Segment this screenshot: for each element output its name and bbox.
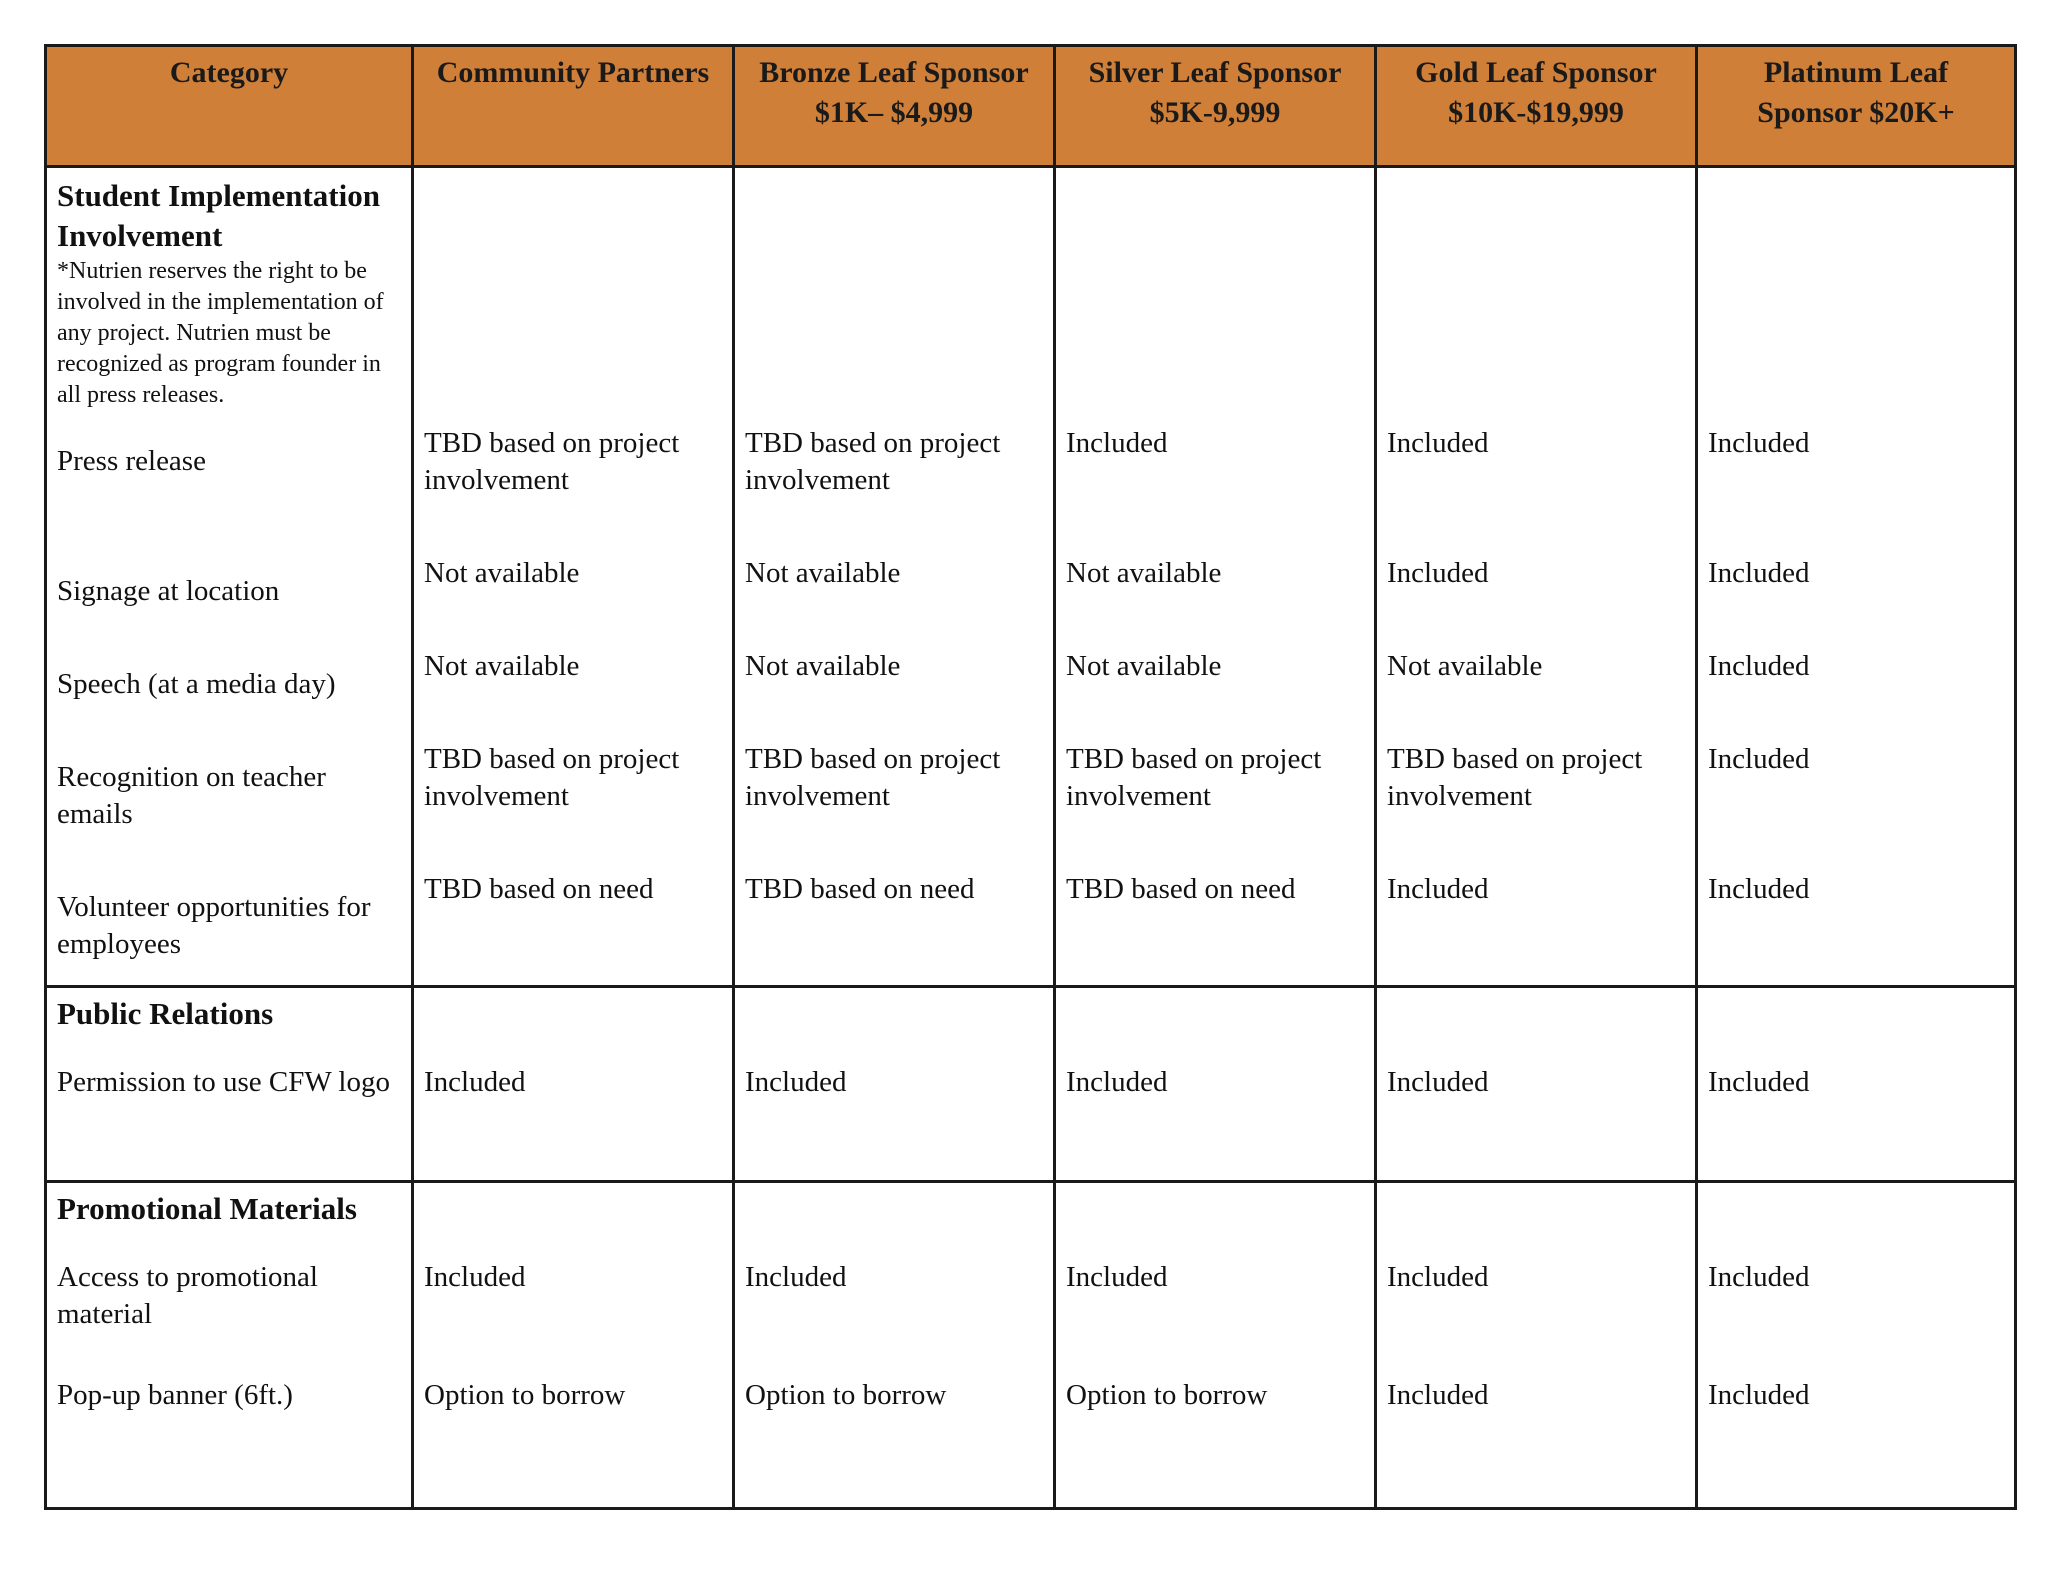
value-cell [734, 648, 1055, 741]
header-label: Bronze Leaf Sponsor $1K– $4,999 [759, 56, 1029, 129]
value-cell [1376, 741, 1697, 871]
value-cell [413, 555, 734, 648]
section-title-cell [46, 167, 413, 426]
header-row [46, 46, 2016, 167]
value-cell [1376, 1251, 1697, 1371]
header-label: Community Partners [436, 56, 710, 89]
header-platinum [1697, 46, 2016, 167]
value-cell [1697, 1251, 2016, 1371]
row-label-cell [46, 871, 413, 987]
header-silver [1055, 46, 1376, 167]
cell-value: Included [1066, 427, 1168, 459]
value-cell [1697, 741, 2016, 871]
value-cell [1697, 648, 2016, 741]
cell-value: Included [1708, 557, 1810, 589]
cell-value: Included [424, 1261, 526, 1293]
cell-value: Included [1066, 1066, 1168, 1098]
row-label-cell [46, 1371, 413, 1509]
table-row [46, 1056, 2016, 1182]
section-student-implementation [46, 167, 2016, 987]
value-cell [1055, 741, 1376, 871]
table-row [46, 741, 2016, 871]
section-title-cell [46, 987, 413, 1057]
value-cell [734, 1251, 1055, 1371]
empty-cell [1055, 987, 1376, 1057]
value-cell [413, 871, 734, 987]
cell-value: Included [1387, 1379, 1489, 1411]
empty-cell [413, 167, 734, 426]
row-label-cell [46, 555, 413, 648]
value-cell [1697, 871, 2016, 987]
value-cell [734, 741, 1055, 871]
value-cell [1055, 1371, 1376, 1509]
cell-value: Included [1708, 873, 1810, 905]
row-label: Volunteer opportunities for employees [57, 891, 371, 960]
value-cell [413, 1371, 734, 1509]
empty-cell [734, 167, 1055, 426]
value-cell [734, 555, 1055, 648]
value-cell [413, 1056, 734, 1182]
row-label: Signage at location [57, 575, 280, 607]
cell-value: Included [1708, 743, 1810, 775]
cell-value: TBD based on project involvement [745, 743, 1001, 812]
value-cell [734, 425, 1055, 555]
row-label-cell [46, 1056, 413, 1182]
value-cell [1697, 1056, 2016, 1182]
row-label-cell [46, 741, 413, 871]
cell-value: Not available [1387, 650, 1543, 682]
empty-cell [1697, 167, 2016, 426]
cell-value: TBD based on project involvement [424, 427, 680, 496]
cell-value: Included [1708, 650, 1810, 682]
cell-value: Included [745, 1066, 847, 1098]
sponsorship-table [44, 44, 2017, 1510]
section-header-row [46, 167, 2016, 426]
cell-value: Not available [745, 650, 901, 682]
empty-cell [1697, 1182, 2016, 1252]
cell-value: Not available [424, 557, 580, 589]
row-label: Pop-up banner (6ft.) [57, 1379, 293, 1411]
cell-value: TBD based on project involvement [1387, 743, 1643, 812]
empty-cell [734, 1182, 1055, 1252]
cell-value: Included [1387, 1066, 1489, 1098]
header-bronze [734, 46, 1055, 167]
cell-value: Included [1708, 1379, 1810, 1411]
section-header-row [46, 1182, 2016, 1252]
row-label-cell [46, 648, 413, 741]
empty-cell [1055, 167, 1376, 426]
value-cell [1376, 555, 1697, 648]
row-label: Access to promotional material [57, 1261, 318, 1330]
cell-value: Included [1387, 873, 1489, 905]
row-label: Permission to use CFW logo [57, 1066, 390, 1098]
cell-value: Included [1708, 1261, 1810, 1293]
cell-value: TBD based on need [1066, 873, 1296, 905]
value-cell [1376, 1056, 1697, 1182]
header-category [46, 46, 413, 167]
header-gold [1376, 46, 1697, 167]
cell-value: Included [424, 1066, 526, 1098]
row-label-cell [46, 425, 413, 555]
section-header-row [46, 987, 2016, 1057]
value-cell [1697, 555, 2016, 648]
cell-value: Not available [1066, 650, 1222, 682]
row-label-cell [46, 1251, 413, 1371]
section-promotional-materials [46, 1182, 2016, 1509]
value-cell [1055, 555, 1376, 648]
value-cell [734, 1371, 1055, 1509]
row-label: Recognition on teacher emails [57, 761, 326, 830]
cell-value: Included [745, 1261, 847, 1293]
section-title: Promotional Materials [57, 1191, 357, 1226]
cell-value: Not available [745, 557, 901, 589]
cell-value: Not available [424, 650, 580, 682]
value-cell [1055, 1056, 1376, 1182]
value-cell [734, 1056, 1055, 1182]
cell-value: Not available [1066, 557, 1222, 589]
empty-cell [734, 987, 1055, 1057]
table-row [46, 425, 2016, 555]
cell-value: Included [1708, 427, 1810, 459]
value-cell [1376, 425, 1697, 555]
header-label: Platinum Leaf Sponsor $20K+ [1757, 56, 1955, 129]
section-title-cell [46, 1182, 413, 1252]
value-cell [1055, 425, 1376, 555]
cell-value: Included [1708, 1066, 1810, 1098]
header-label: Gold Leaf Sponsor $10K-$19,999 [1415, 56, 1657, 129]
cell-value: TBD based on need [745, 873, 975, 905]
value-cell [413, 1251, 734, 1371]
table-row [46, 1371, 2016, 1509]
cell-value: Option to borrow [745, 1379, 947, 1411]
row-label: Speech (at a media day) [57, 668, 336, 700]
cell-value: Included [1387, 1261, 1489, 1293]
cell-value: TBD based on need [424, 873, 654, 905]
value-cell [1055, 871, 1376, 987]
empty-cell [413, 987, 734, 1057]
row-label: Press release [57, 445, 206, 477]
cell-value: Included [1066, 1261, 1168, 1293]
value-cell [413, 648, 734, 741]
value-cell [734, 871, 1055, 987]
table-row [46, 871, 2016, 987]
table-row [46, 555, 2016, 648]
value-cell [1055, 648, 1376, 741]
value-cell [1376, 648, 1697, 741]
cell-value: TBD based on project involvement [1066, 743, 1322, 812]
header-community-partners [413, 46, 734, 167]
section-note: *Nutrien reserves the right to be involved in the implementation of any project. Nutrien must be recognized as program founder in all press releases. [57, 258, 384, 408]
section-public-relations [46, 987, 2016, 1182]
cell-value: Included [1387, 427, 1489, 459]
cell-value: Option to borrow [424, 1379, 626, 1411]
cell-value: Included [1387, 557, 1489, 589]
table-row [46, 1251, 2016, 1371]
value-cell [1697, 425, 2016, 555]
header-label: Category [169, 56, 289, 89]
empty-cell [413, 1182, 734, 1252]
value-cell [1055, 1251, 1376, 1371]
cell-value: TBD based on project involvement [424, 743, 680, 812]
value-cell [1376, 871, 1697, 987]
cell-value: TBD based on project involvement [745, 427, 1001, 496]
empty-cell [1055, 1182, 1376, 1252]
empty-cell [1376, 1182, 1697, 1252]
cell-value: Option to borrow [1066, 1379, 1268, 1411]
table-row [46, 648, 2016, 741]
value-cell [1376, 1371, 1697, 1509]
value-cell [413, 425, 734, 555]
empty-cell [1376, 987, 1697, 1057]
value-cell [413, 741, 734, 871]
value-cell [1697, 1371, 2016, 1509]
table-header [46, 46, 2016, 167]
empty-cell [1376, 167, 1697, 426]
empty-cell [1697, 987, 2016, 1057]
section-title: Student Implementation Involvement [57, 178, 380, 253]
section-title: Public Relations [57, 996, 274, 1031]
header-label: Silver Leaf Sponsor $5K-9,999 [1088, 56, 1342, 129]
